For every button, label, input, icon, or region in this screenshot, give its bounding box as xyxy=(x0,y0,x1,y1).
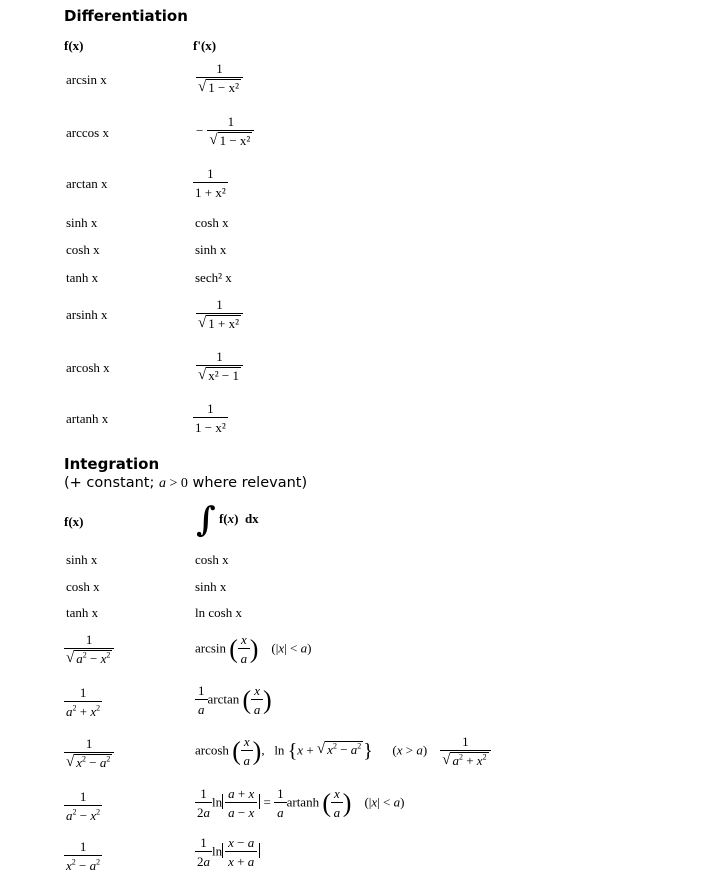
minus-sign: − xyxy=(196,123,204,139)
int-F-arcsin: arcsin ( $\frac{x}{a}$ ) (|x| < a) xyxy=(195,632,312,666)
int-F-artanh: $\frac{1}{2a}$ ln $\frac{a + x}{a - x}$ = $\frac{1}{a}$ artanh ( $\frac{x}{a}$ ) (|x| < a) xyxy=(197,786,405,820)
int-F-arctan: $\frac{1}{a}$ arctan ( $\frac{x}{a}$ ) xyxy=(195,684,272,717)
diff-f-artanh: artanh x xyxy=(66,411,109,426)
diff-f-cosh: cosh x xyxy=(66,242,100,257)
int-f-inv-sqrt-a2-minus-x2: $\frac{1}{√ a^2 - x^2}$ xyxy=(64,633,114,666)
numerator: 1 xyxy=(207,166,214,181)
denominator: 1 − x² xyxy=(208,80,239,95)
diff-derivative-arcosh: $\frac{1}{\text{√ x² − 1}}$ xyxy=(196,350,243,383)
integration-note: (+ constant; a > 0 where relevant) xyxy=(64,475,308,491)
diff-col-fprime: f'(x) xyxy=(193,38,217,53)
int-f-cosh: cosh x xyxy=(66,579,100,594)
numerator: 1 xyxy=(216,297,223,312)
int-F-tanh: ln cosh x xyxy=(195,605,242,620)
numerator: 1 xyxy=(216,349,223,364)
integral-sign-icon: ∫ xyxy=(196,500,216,540)
int-col-f: f(x) xyxy=(64,514,84,529)
int-f-inv-a2-minus-x2: $\frac{1}{a^2 - x^2}$ xyxy=(66,789,101,823)
denominator: 1 + x² xyxy=(193,182,228,200)
diff-derivative-cosh: sinh x xyxy=(195,242,227,257)
denominator: 1 − x² xyxy=(193,417,228,435)
diff-derivative-tanh: sech² x xyxy=(195,270,232,285)
int-f-inv-sqrt-x2-minus-a2: $\frac{1}{√ x^2 - a^2}$ xyxy=(64,737,114,770)
diff-f-arsinh: arsinh x xyxy=(66,307,108,322)
diff-derivative-arctan xyxy=(193,167,228,200)
diff-f-arcsin: arcsin x xyxy=(66,72,107,87)
differentiation-heading: Differentiation xyxy=(64,7,188,25)
diff-derivative-sinh: cosh x xyxy=(195,215,229,230)
int-F-arcosh: arcosh ( $\frac{x}{a}$ ), ln {x + √ $x^2 - a^2$ } (x > a) $\frac{1}{√ a^2 + x^2}$ xyxy=(195,735,491,768)
diff-f-arctan: arctan x xyxy=(66,176,108,191)
diff-derivative-arsinh: $\frac{1}{\text{√ 1 + x²}}$ xyxy=(196,298,243,331)
int-f-inv-a2-plus-x2: $\frac{1}{a^2 + x^2}$ xyxy=(66,685,101,719)
int-f-tanh: tanh x xyxy=(66,605,99,620)
int-F-sinh: cosh x xyxy=(195,552,229,567)
numerator: 1 xyxy=(227,114,235,129)
denominator: 1 − x² xyxy=(219,133,251,148)
diff-f-arccos: arccos x xyxy=(66,125,109,140)
diff-f-tanh: tanh x xyxy=(66,270,99,285)
diff-col-f: f(x) xyxy=(64,38,84,53)
integration-heading: Integration xyxy=(64,455,160,473)
diff-derivative-arccos: − $\frac{1}{\text{√ 1 − x²}}$ xyxy=(196,115,254,148)
numerator: 1 xyxy=(216,61,223,76)
denominator: x² − 1 xyxy=(208,368,239,383)
int-F-cosh: sinh x xyxy=(195,579,227,594)
diff-derivative-artanh xyxy=(193,402,228,435)
int-F-ln-ratio: $\frac{1}{2a}$ ln $\frac{x - a}{x + a}$ xyxy=(195,836,260,869)
int-f-inv-x2-minus-a2: $\frac{1}{x^2 - a^2}$ xyxy=(66,839,101,873)
denominator: 1 + x² xyxy=(208,316,239,331)
int-col-integral: ∫ f(x) dx xyxy=(196,500,259,540)
int-f-sinh: sinh x xyxy=(66,552,98,567)
numerator: 1 xyxy=(207,401,214,416)
diff-derivative-arcsin: $\frac{1}{\text{√ 1 − x²}}$ xyxy=(196,62,243,95)
diff-f-arcosh: arcosh x xyxy=(66,360,110,375)
diff-f-sinh: sinh x xyxy=(66,215,98,230)
